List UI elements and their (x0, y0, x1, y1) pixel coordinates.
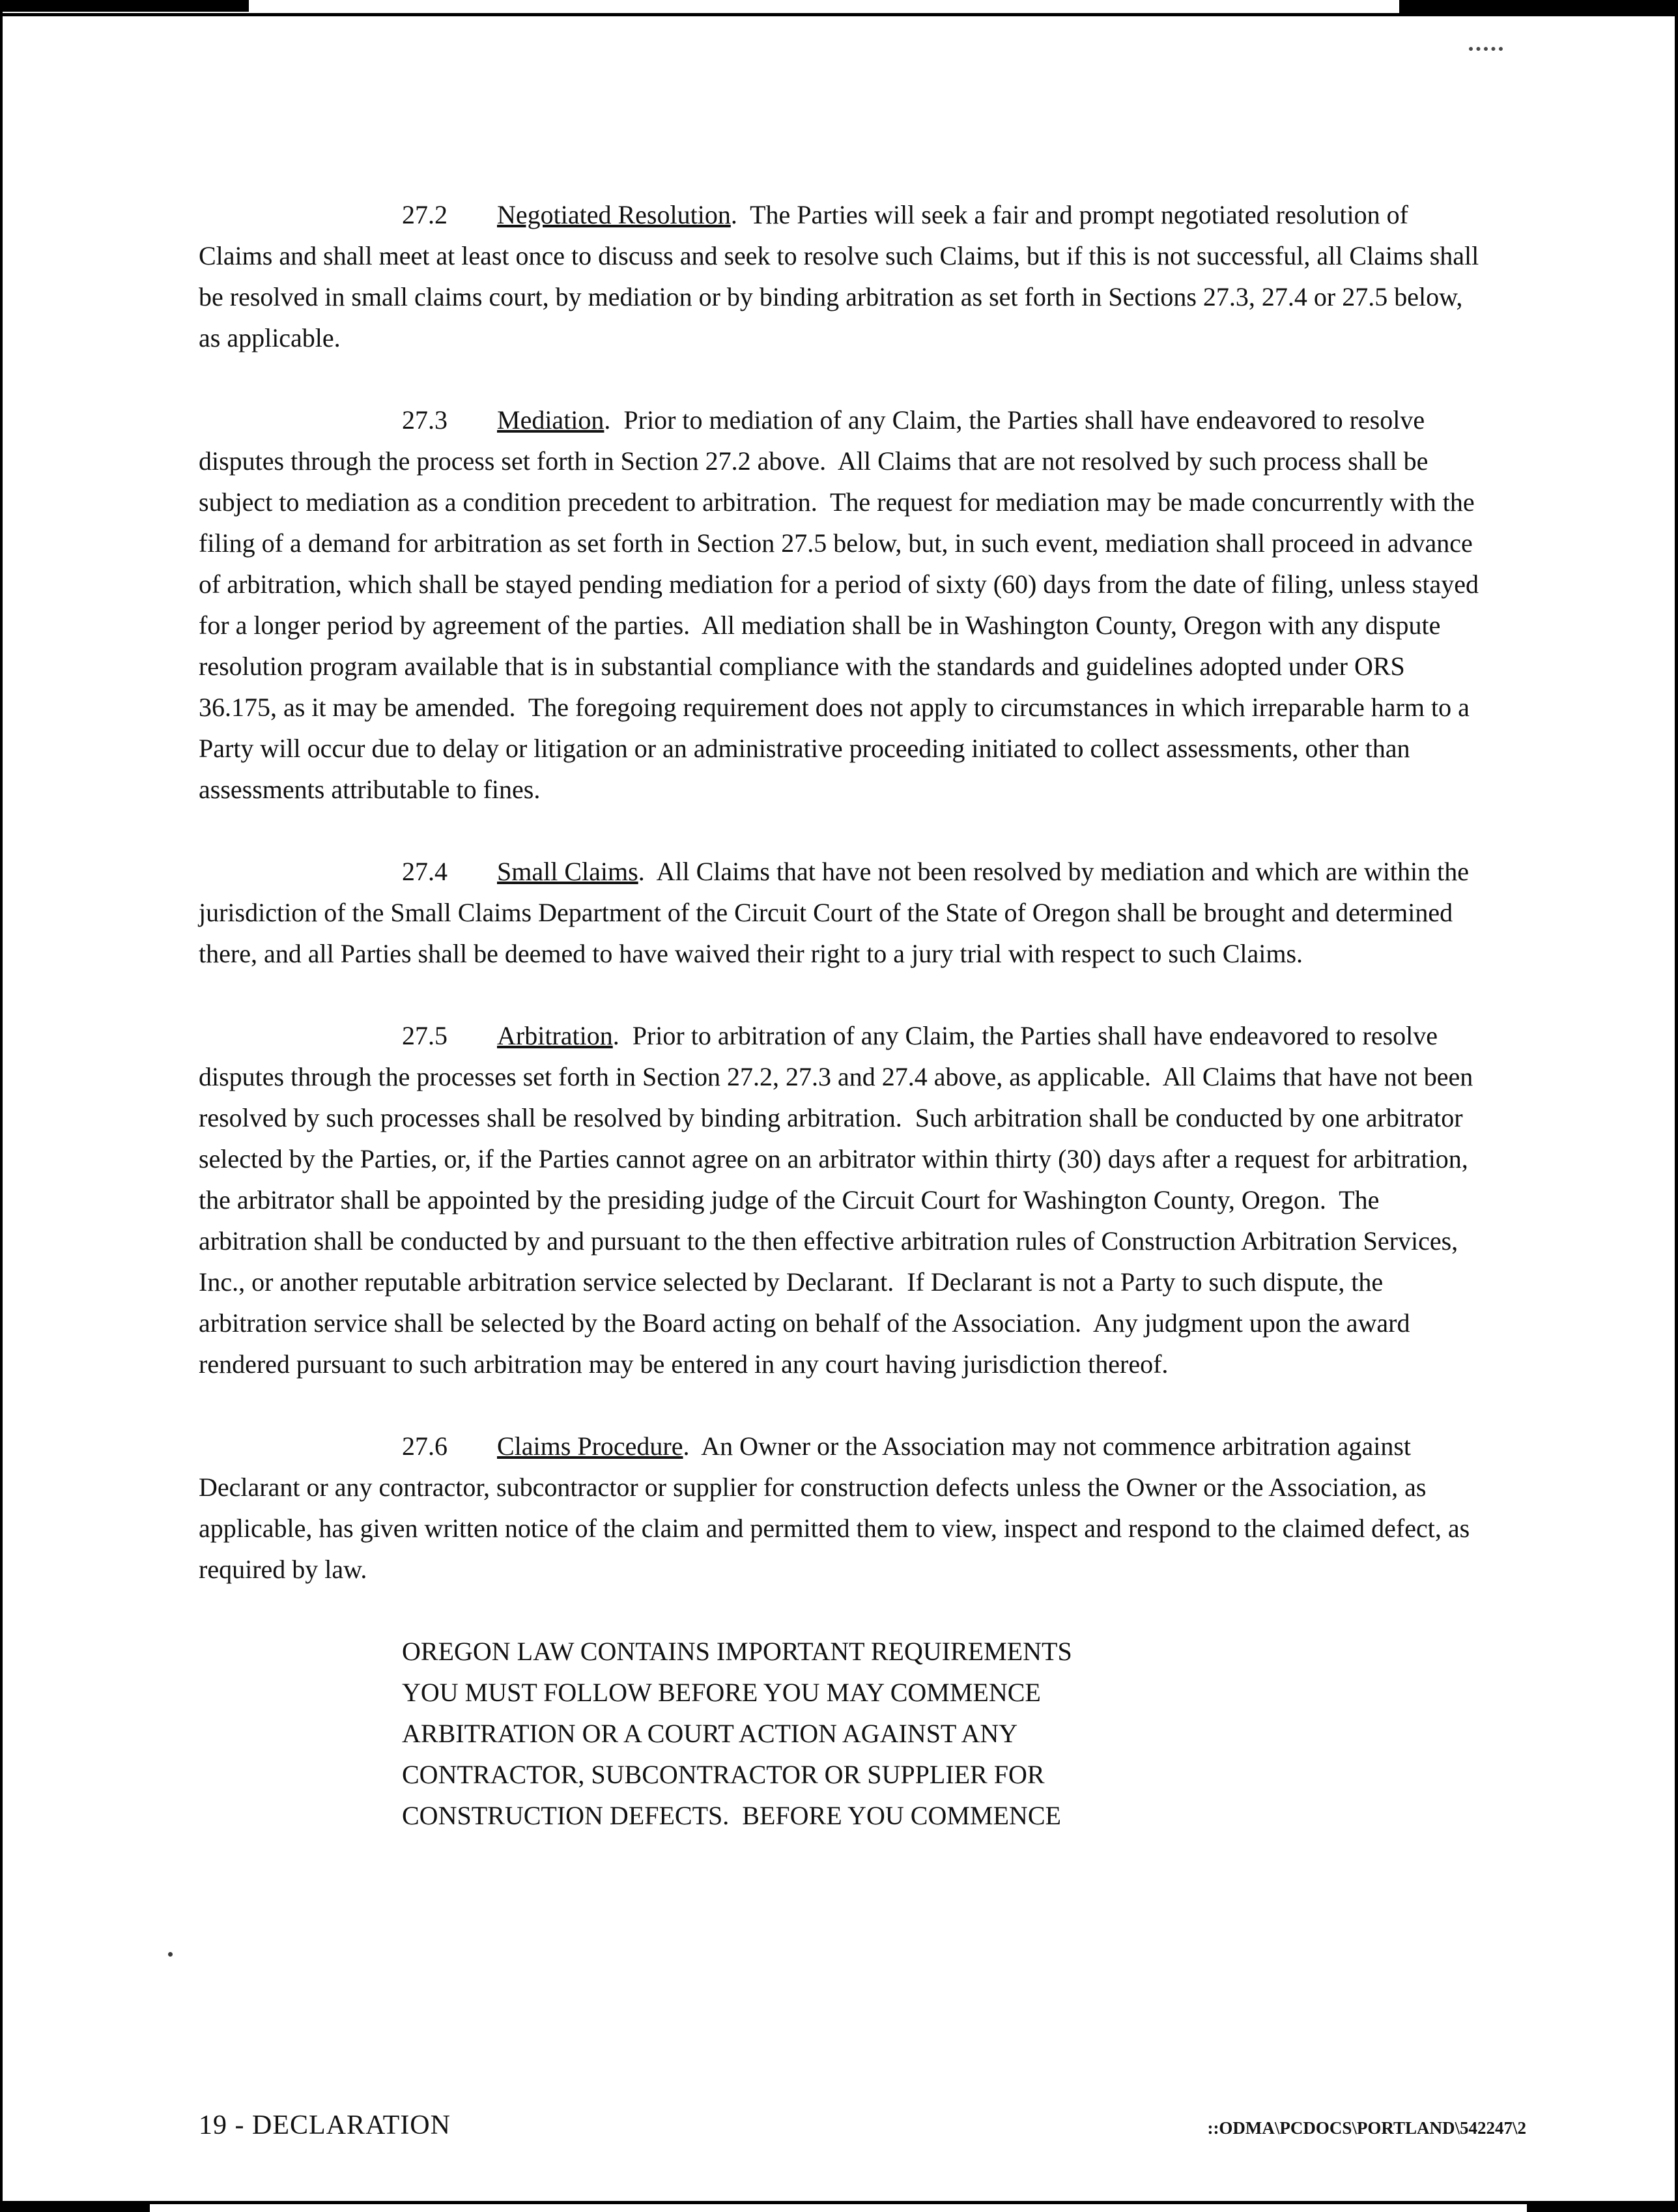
section-27-6 (199, 1426, 1483, 1590)
heading-separator: . (730, 200, 750, 229)
section-heading: Mediation (497, 405, 604, 435)
section-body: Prior to arbitration of any Claim, the Parties shall have endeavored to resolve disputes through the processes set forth in Section 27.2, 27.3 and 27.4 above, as applicable. All Claims that have not been resolved by such processes shall be resolved by binding arbitration. Such arbitration shall be conducted by one arbitrator selected by the Parties, or, if the Parties cannot agree on an arbitrator within thirty (30) days after a request for arbitration, the arbitrator shall be appointed by the presiding judge of the Circuit Court for Washington County, Oregon. The arbitration shall be conducted by and pursuant to the then effective arbitration rules of Construction Arbitration Services, Inc., or another reputable arbitration service selected by Declarant. If Declarant is not a Party to such dispute, the arbitration service shall be selected by the Board acting on behalf of the Association. Any judgment upon the award rendered pursuant to such arbitration may be entered in any court having jurisdiction thereof. (199, 1021, 1480, 1379)
section-heading: Small Claims (497, 857, 638, 886)
scan-artifact-dots (1469, 47, 1503, 51)
heading-separator: . (612, 1021, 633, 1050)
section-27-2 (199, 194, 1486, 358)
section-heading: Arbitration (497, 1021, 613, 1050)
section-number: 27.4 (402, 857, 448, 886)
section-number: 27.2 (402, 200, 448, 229)
heading-separator: . (683, 1431, 702, 1461)
section-27-5 (199, 1015, 1483, 1385)
section-heading: Claims Procedure (497, 1431, 683, 1461)
section-body: Prior to mediation of any Claim, the Parties shall have endeavored to resolve disputes through the process set forth in Section 27.2 above. All Claims that are not resolved by such process shall be subject to mediation as a condition precedent to arbitration. The request for mediation may be made concurrently with the filing of a demand for arbitration as set forth in Section 27.5 below, but, in such event, mediation shall proceed in advance of arbitration, which shall be stayed pending mediation for a period of sixty (60) days from the date of filing, unless stayed for a longer period by agreement of the parties. All mediation shall be in Washington County, Oregon with any dispute resolution program available that is in substantial compliance with the standards and guidelines adopted under ORS 36.175, as it may be amended. The foregoing requirement does not apply to circumstances in which irreparable harm to a Party will occur due to delay or litigation or an administrative proceeding initiated to collect assessments, other than assessments attributable to fines. (199, 405, 1486, 804)
section-number: 27.3 (402, 405, 448, 435)
section-27-4 (199, 851, 1483, 974)
notice-line: YOU MUST FOLLOW BEFORE YOU MAY COMMENCE (402, 1678, 1041, 1707)
section-body: The Parties will seek a fair and prompt negotiated resolution of Claims and shall meet at least once to discuss and seek to resolve such Claims, but if this is not successful, all Claims shall be resolved in small claims court, by mediation or by binding arbitration as set forth in Sections 27.3, 27.4 or 27.5 below, as applicable. (199, 200, 1486, 352)
scan-border-top-left (0, 0, 249, 12)
scan-border-bottom-left (0, 2203, 150, 2212)
document-body (199, 194, 1486, 1836)
section-27-3 (199, 399, 1486, 810)
notice-line: CONSTRUCTION DEFECTS. BEFORE YOU COMMENCE (402, 1801, 1061, 1830)
scan-artifact-dot (168, 1952, 173, 1957)
statutory-notice-block (402, 1631, 1483, 1836)
scan-border-bottom (0, 2201, 1678, 2204)
document-management-id: ::ODMA\PCDOCS\PORTLAND\542247\2 (1207, 2118, 1526, 2138)
scan-border-bottom-right (1527, 2203, 1678, 2212)
section-heading: Negotiated Resolution (497, 200, 731, 229)
page-footer (199, 2110, 1526, 2141)
page-number-label: 19 - DECLARATION (199, 2110, 451, 2140)
section-number: 27.6 (402, 1431, 448, 1461)
notice-line: ARBITRATION OR A COURT ACTION AGAINST ANY (402, 1719, 1018, 1748)
scan-border-left (0, 0, 3, 2212)
section-body: All Claims that have not been resolved by mediation and which are within the jurisdiction of the Small Claims Department of the Circuit Court of the State of Oregon shall be brought and determined there, and all Parties shall be deemed to have waived their right to a jury trial with respect to such Claims. (199, 857, 1475, 968)
notice-line: CONTRACTOR, SUBCONTRACTOR OR SUPPLIER FOR (402, 1760, 1045, 1789)
section-number: 27.5 (402, 1021, 448, 1050)
heading-separator: . (604, 405, 624, 435)
heading-separator: . (638, 857, 657, 886)
notice-line: OREGON LAW CONTAINS IMPORTANT REQUIREMENTS (402, 1637, 1072, 1666)
section-body: An Owner or the Association may not commence arbitration against Declarant or any contractor, subcontractor or supplier for construction defects unless the Owner or the Association, as applicable, has given written notice of the claim and permitted them to view, inspect and respond to the claimed defect, as required by law. (199, 1431, 1477, 1584)
scan-border-top-right (1399, 0, 1678, 14)
scan-border-right (1675, 0, 1678, 2212)
